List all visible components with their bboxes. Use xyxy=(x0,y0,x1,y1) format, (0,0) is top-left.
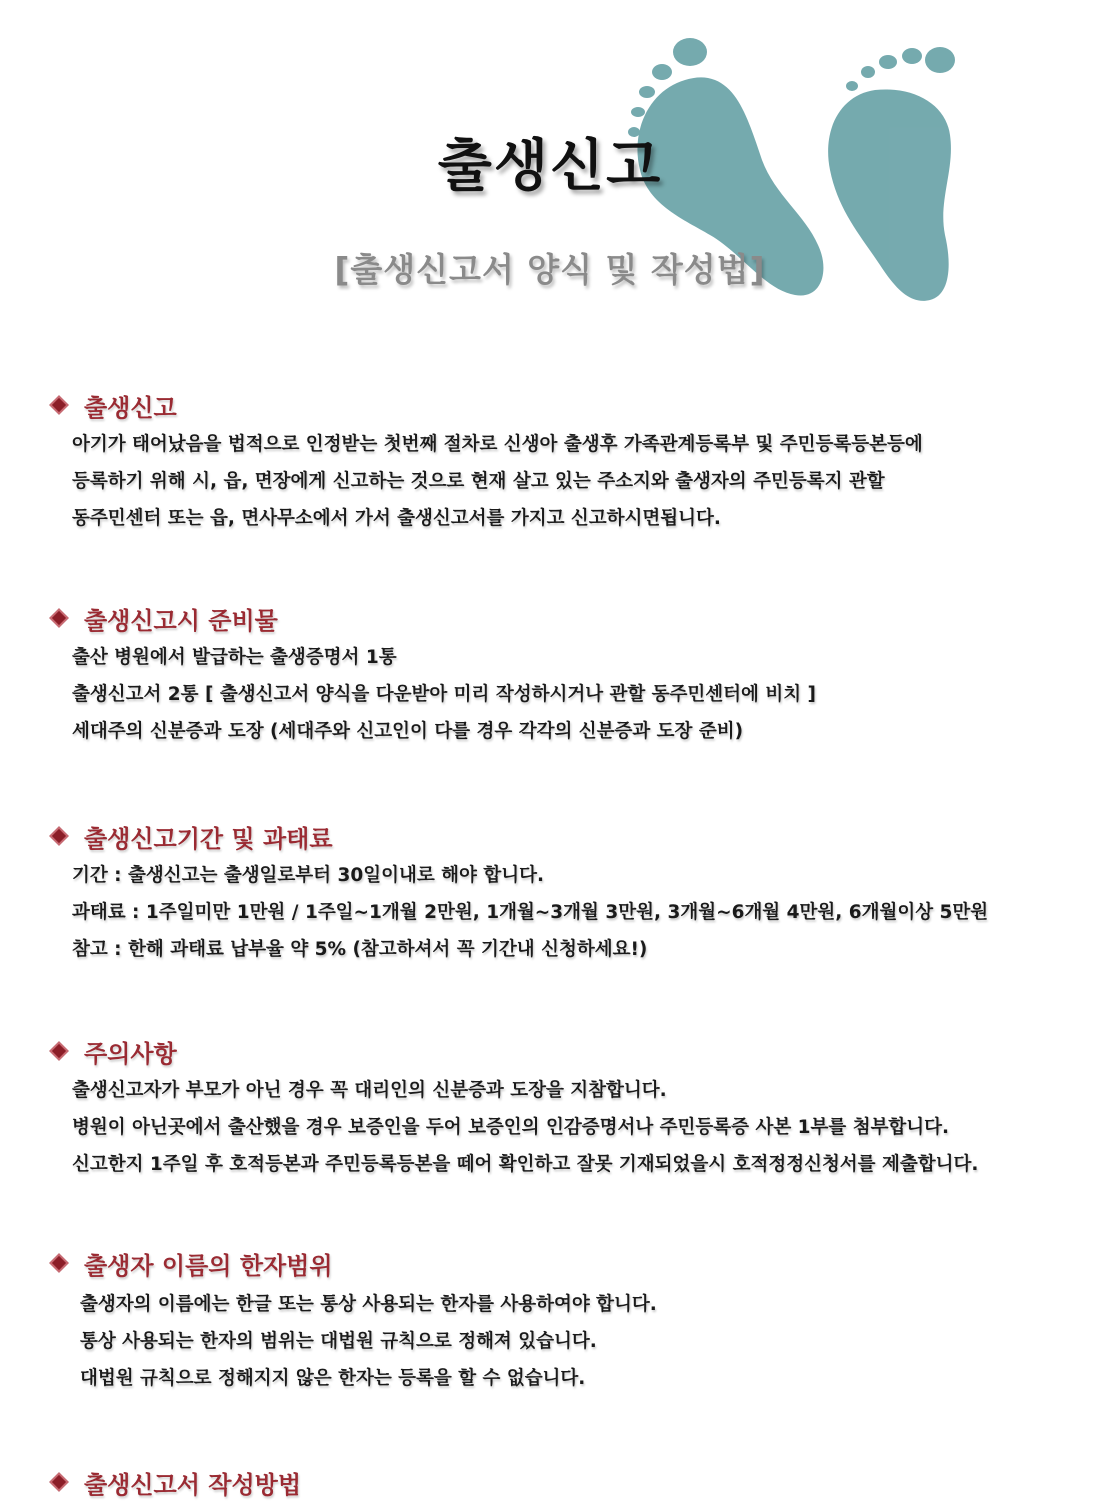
body-line: 등록하기 위해 시, 읍, 면장에게 신고하는 것으로 현재 살고 있는 주소지와 출생자의 주민등록지 관할 xyxy=(72,471,885,492)
section-body xyxy=(72,646,816,757)
section-body xyxy=(72,433,923,544)
section-title: 출생신고기간 및 과태료 xyxy=(84,824,333,853)
page-subtitle: [출생신고서 양식 및 작성법] xyxy=(334,250,766,289)
body-line: 출생자의 이름에는 한글 또는 통상 사용되는 한자를 사용하여야 합니다. xyxy=(80,1294,657,1315)
section-heading xyxy=(48,389,177,421)
body-line: 출산 병원에서 발급하는 출생증명서 1통 xyxy=(72,647,397,668)
body-line: 신고한지 1주일 후 호적등본과 주민등록등본을 떼어 확인하고 잘못 기재되었을시 호적정정신청서를 제출합니다. xyxy=(72,1154,979,1175)
body-line: 출생신고자가 부모가 아닌 경우 꼭 대리인의 신분증과 도장을 지참합니다. xyxy=(72,1080,667,1101)
diamond-bullet-icon xyxy=(49,608,69,628)
section-title: 주의사항 xyxy=(84,1039,177,1068)
section-body xyxy=(80,1293,657,1404)
section-heading xyxy=(48,1247,333,1279)
diamond-bullet-icon xyxy=(49,395,69,415)
page-header xyxy=(0,0,1100,330)
body-line: 대법원 규칙으로 정해지지 않은 한자는 등록을 할 수 없습니다. xyxy=(80,1368,586,1389)
section-title: 출생신고 xyxy=(84,393,177,422)
diamond-bullet-icon xyxy=(49,1041,69,1061)
section-title: 출생자 이름의 한자범위 xyxy=(84,1251,333,1280)
body-line: 출생신고서 2통 [ 출생신고서 양식을 다운받아 미리 작성하시거나 관할 동주민센터에 비치 ] xyxy=(72,684,816,705)
section-heading xyxy=(48,1035,177,1067)
diamond-bullet-icon xyxy=(49,1472,69,1492)
body-line: 동주민센터 또는 읍, 면사무소에서 가서 출생신고서를 가지고 신고하시면됩니다. xyxy=(72,508,721,529)
page-title: 출생신고 xyxy=(437,134,663,199)
section-heading xyxy=(48,602,278,634)
section-title: 출생신고시 준비물 xyxy=(84,606,278,635)
diamond-bullet-icon xyxy=(49,1253,69,1273)
body-line: 참고 : 한해 과태료 납부율 약 5% (참고하셔서 꼭 기간내 신청하세요!) xyxy=(72,939,648,960)
section-body xyxy=(72,864,988,975)
body-line: 통상 사용되는 한자의 범위는 대법원 규칙으로 정해져 있습니다. xyxy=(80,1331,597,1352)
section-heading xyxy=(48,820,333,852)
body-line: 병원이 아닌곳에서 출산했을 경우 보증인을 두어 보증인의 인감증명서나 주민등록증 사본 1부를 첨부합니다. xyxy=(72,1117,950,1138)
diamond-bullet-icon xyxy=(49,826,69,846)
body-line: 세대주의 신분증과 도장 (세대주와 신고인이 다를 경우 각각의 신분증과 도장 준비) xyxy=(72,721,744,742)
body-line: 기간 : 출생신고는 출생일로부터 30일이내로 해야 합니다. xyxy=(72,865,544,886)
section-title: 출생신고서 작성방법 xyxy=(84,1470,302,1499)
section-body xyxy=(72,1079,978,1190)
body-line: 아기가 태어났음을 법적으로 인정받는 첫번째 절차로 신생아 출생후 가족관계등록부 및 주민등록등본등에 xyxy=(72,434,923,455)
section-heading xyxy=(48,1466,301,1498)
body-line: 과태료 : 1주일미만 1만원 / 1주일~1개월 2만원, 1개월~3개월 3만원, 3개월~6개월 4만원, 6개월이상 5만원 xyxy=(72,902,989,923)
